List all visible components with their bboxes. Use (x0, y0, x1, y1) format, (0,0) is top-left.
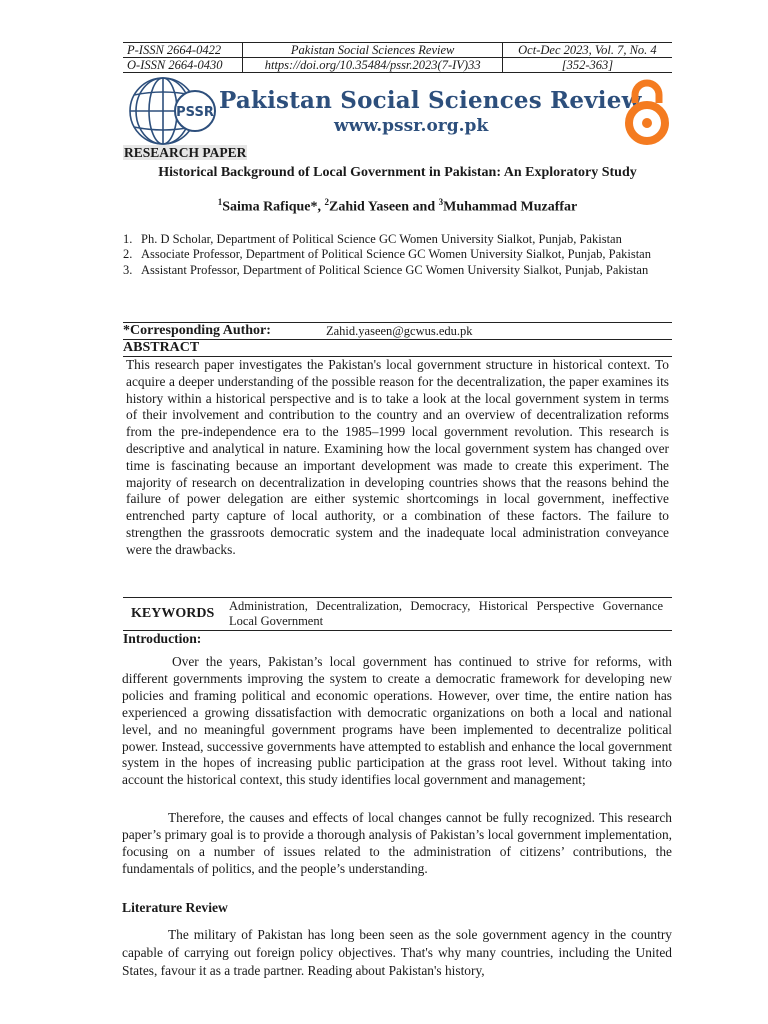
journal-name: Pakistan Social Sciences Review (243, 43, 502, 58)
introduction-paragraph-1: Over the years, Pakistan’s local government has continued to strive for reforms, with different governments improving the system to create a democratic framework for developing new policies and framing political and economic operations. However, over time, the entire nation has experienced a growing dissatisfaction with democratic organizations on both a local and national level, and no meaningful government programs have been implemented to decentralize political power. Instead, successive governments have attempted to establish and enhance the local government system in the hopes of increasing public participation at the grass root level. Without taking into account the historical context, this study identifies local government and management; (122, 654, 672, 788)
affiliation-text: Assistant Professor, Department of Political Science GC Women University Sialkot, Punjab, Pakistan (141, 262, 649, 277)
author-3-sup: 3 (438, 197, 444, 207)
paper-type-label: RESEARCH PAPER (124, 145, 247, 160)
author-2-sup: 2 (324, 197, 330, 207)
logo-text: PSSR (176, 105, 214, 120)
affiliation-text: Associate Professor, Department of Political Science GC Women University Sialkot, Punjab, Pakistan (141, 247, 651, 262)
affiliation-item (123, 263, 672, 278)
journal-banner (123, 76, 675, 146)
literature-review-paragraph: The military of Pakistan has long been seen as the sole government agency in the country capable of carrying out foreign policy objectives. That's why many countries, including the United States, favour it as a trade partner. Reading about Pakistan's history, (122, 927, 672, 979)
affiliation-item (123, 247, 672, 262)
keywords-label: KEYWORDS (131, 606, 215, 621)
author-3: Muhammad Muzaffar (443, 199, 578, 215)
oissn: O-ISSN 2664-0430 (123, 58, 243, 73)
corresponding-author-row (123, 322, 672, 339)
author-2: Zahid Yaseen and (329, 199, 439, 215)
corresponding-author-email[interactable]: Zahid.yaseen@gcwus.edu.pk (326, 324, 473, 338)
keywords-values: Administration, Decentralization, Democracy, Historical Perspective Governance Local Government (229, 599, 663, 628)
abstract-heading: ABSTRACT (123, 339, 672, 357)
journal-header-table (123, 42, 672, 73)
affiliation-number: 3. (123, 262, 133, 277)
affiliation-number: 1. (123, 232, 133, 246)
author-list (123, 197, 672, 216)
issue-info: Oct-Dec 2023, Vol. 7, No. 4 (502, 43, 672, 58)
affiliation-item (123, 232, 672, 247)
pssr-globe-logo (123, 76, 219, 146)
literature-review-heading: Literature Review (122, 900, 228, 915)
author-1: Saima Rafique*, (222, 199, 325, 215)
affiliation-number: 2. (123, 247, 133, 262)
introduction-paragraph-2: Therefore, the causes and effects of local changes cannot be fully recognized. This research paper’s primary goal is to provide a thorough analysis of Pakistan’s local government implementation, focusing on a number of issues related to the administration of citizens’ contributions, the fundamentals of politics, and the people’s understanding. (122, 810, 672, 876)
page-range: [352-363] (502, 58, 672, 73)
affiliations-list (123, 232, 672, 278)
corresponding-author-label: *Corresponding Author: (123, 323, 271, 338)
open-access-icon (621, 79, 673, 145)
author-1-sup: 1 (217, 197, 223, 207)
paper-title: Historical Background of Local Government in Pakistan: An Exploratory Study (158, 165, 637, 180)
pissn: P-ISSN 2664-0422 (123, 43, 243, 58)
doi-link[interactable]: https://doi.org/10.35484/pssr.2023(7-IV)33 (243, 58, 502, 73)
introduction-heading: Introduction: (123, 631, 202, 646)
abstract-text: This research paper investigates the Pakistan's local government structure in historical context. To acquire a deeper understanding of the possible reason for the decentralization, the paper examines its history within a historical perspective and is to take a look at the local government system in terms of their involvement and contribution to the country and an overview of decentralization reforms from the pre-independence era to the 1985–1999 local government revolution. This research is descriptive and analytical in nature. Examining how the local government system has changed over time is fascinating because an important development was made to create this experiment. The majority of research on decentralization in developing countries shows that the reasons behind the failure of power delegation are either systemic shortcomings in local government, ineffective entrenched party capture of local authority, or a combination of these factors. The failure to strengthen the grassroots democratic system and the inadequate local administration conveyance were the drawbacks. (126, 357, 669, 557)
journal-url[interactable]: www.pssr.org.pk (334, 116, 489, 136)
journal-title: Pakistan Social Sciences Review (219, 87, 642, 114)
keywords-row (123, 597, 672, 631)
affiliation-text: Ph. D Scholar, Department of Political Science GC Women University Sialkot, Punjab, Pakistan (141, 232, 622, 246)
